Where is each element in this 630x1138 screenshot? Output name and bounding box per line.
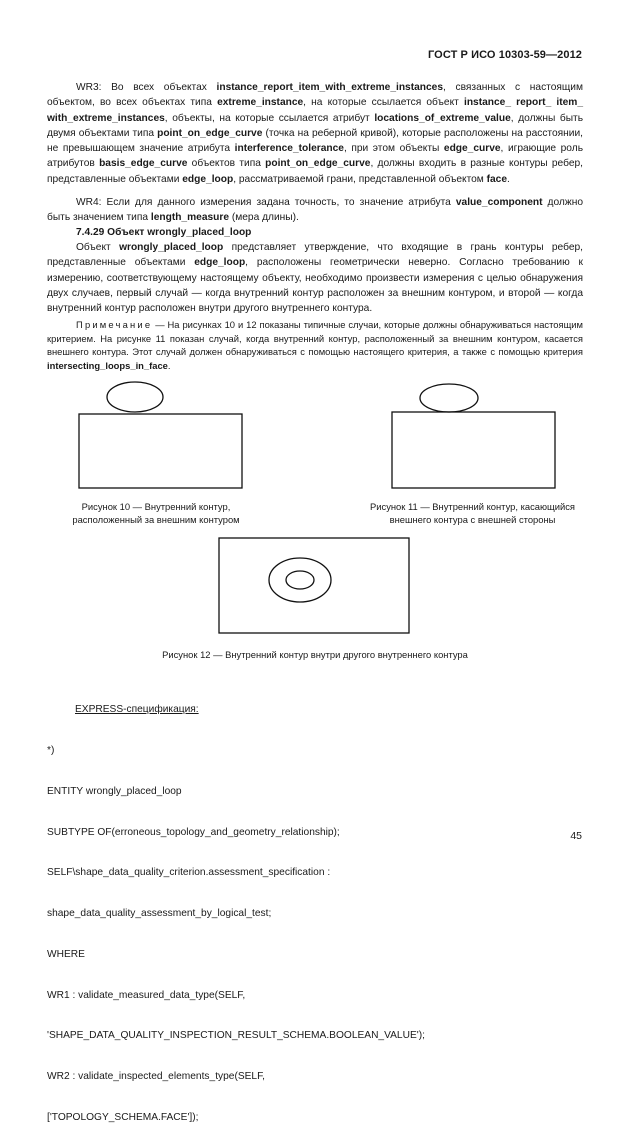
figure-10-drawing: [76, 376, 246, 492]
bold-term: extreme_instance: [217, 97, 304, 109]
bold-term: face: [486, 173, 508, 185]
paragraph-wr4: WR4: Если для данного измерения задана точность, то значение атрибута value_component должно быть значением типа length_measure (мера длины).: [47, 197, 583, 224]
express-line: SELF\shape_data_quality_criterion.assessment_specification :: [47, 867, 331, 879]
express-line: 'SHAPE_DATA_QUALITY_INSPECTION_RESULT_SCHEMA.BOOLEAN_VALUE');: [47, 1030, 425, 1042]
express-line: WHERE: [47, 948, 85, 960]
inner-loop-outer-ellipse: [269, 558, 331, 602]
express-title: EXPRESS-спецификация:: [75, 704, 199, 716]
express-line: ENTITY wrongly_placed_loop: [47, 785, 182, 797]
express-line: SUBTYPE OF(erroneous_topology_and_geometry_relationship);: [47, 826, 340, 838]
bold-term: intersecting_loops_in_face: [47, 359, 168, 371]
bold-term: point_on_edge_curve: [265, 158, 371, 170]
inner-loop-inner-ellipse: [286, 571, 314, 589]
figure-10-caption: [46, 500, 266, 526]
figure-12-drawing: [217, 536, 411, 636]
figure-10-caption-line2: расположенный за внешним контуром: [72, 514, 240, 525]
bold-term: interference_tolerance: [234, 143, 344, 155]
standard-header: ГОСТ Р ИСО 10303-59—2012: [427, 49, 582, 61]
paragraph-wr3: WR3: Во всех объектах instance_report_item_with_extreme_instances, связанных с настоящим объектом, во всех объектах типа extreme_instance, на которые ссылается объект instance_ report_ item_ with_extreme_instances, объекты, на которые ссылается атрибут locations_of_extreme_value, должны быть двумя объектами типа point_on_edge_curve (точка на реберной кривой), которые расположены на расстоянии, не превышающем значение атрибута interference_tolerance, при этом объекты edge_curve, играющие роль атрибутов basis_edge_curve объектов типа point_on_edge_curve, должны входить в разные контуры ребер, представленные объектами edge_loop, рассматриваемой грани, представленной объектом face.: [47, 82, 584, 185]
figure-12-caption: [110, 648, 520, 661]
bold-term: instance_ report_ item_ with_extreme_instances: [47, 97, 583, 124]
outer-loop-rect: [219, 538, 409, 633]
figure-11-caption: [355, 500, 590, 526]
figure-12-caption-line: Рисунок 12 — Внутренний контур внутри другого внутреннего контура: [162, 649, 468, 660]
figure-11-caption-line2: внешнего контура с внешней стороны: [389, 514, 556, 525]
bold-term: edge_loop: [194, 257, 246, 269]
outer-loop-rect: [79, 414, 242, 488]
inner-loop-ellipse: [107, 382, 163, 412]
paragraph-object-description: Объект wrongly_placed_loop представляет утверждение, что входящие в грань контуры ребер, представленные объектами edge_loop, расположены геометрически неверно. Согласно требованию к измерению, соответствующему настоящему объекту, необходимо произвести измерения с целью обнаружения двух случаев, первый случай — когда внутренний контур расположен за внешним контуром, и второй — когда внутренний контур расположен внутри другого внутреннего контура.: [47, 242, 583, 315]
bold-term: length_measure: [150, 212, 230, 224]
bold-term: edge_curve: [443, 143, 501, 155]
note-block: Примечание — На рисунках 10 и 12 показаны типичные случаи, которые должны обнаруживаться настоящим критерием. На рисунке 11 показан случай, когда внутренний контур, расположенный за внешним контуром, касается внешнего контура. Этот случай должен обнаруживаться с помощью настоящего критерия, а также с помощью критерия intersecting_loops_in_face.: [47, 319, 583, 371]
inner-loop-ellipse: [420, 384, 478, 412]
express-line: ['TOPOLOGY_SCHEMA.FACE']);: [47, 1112, 199, 1123]
bold-term: edge_loop: [182, 173, 234, 185]
figure-10-caption-line1: Рисунок 10 — Внутренний контур,: [81, 501, 231, 512]
express-line: shape_data_quality_assessment_by_logical_test;: [47, 908, 272, 920]
bold-term: value_component: [455, 197, 543, 208]
note-label: Примечание: [76, 319, 153, 330]
page-number: 45: [570, 830, 582, 842]
figure-11-drawing: [389, 382, 559, 492]
bold-term: instance_report_item_with_extreme_instances: [216, 82, 444, 93]
express-line: WR1 : validate_measured_data_type(SELF,: [47, 989, 246, 1001]
express-line: *): [47, 744, 55, 756]
section-heading: 7.4.29 Объект wrongly_placed_loop: [76, 227, 252, 238]
bold-term: wrongly_placed_loop: [119, 242, 224, 253]
bold-term: point_on_edge_curve: [157, 127, 263, 139]
figure-11-caption-line1: Рисунок 11 — Внутренний контур, касающийся: [370, 501, 575, 512]
bold-term: basis_edge_curve: [99, 158, 188, 170]
bold-term: locations_of_extreme_value: [374, 112, 511, 124]
outer-loop-rect: [392, 412, 555, 488]
express-specification: [47, 676, 587, 1138]
express-line: WR2 : validate_inspected_elements_type(SELF,: [47, 1071, 266, 1083]
